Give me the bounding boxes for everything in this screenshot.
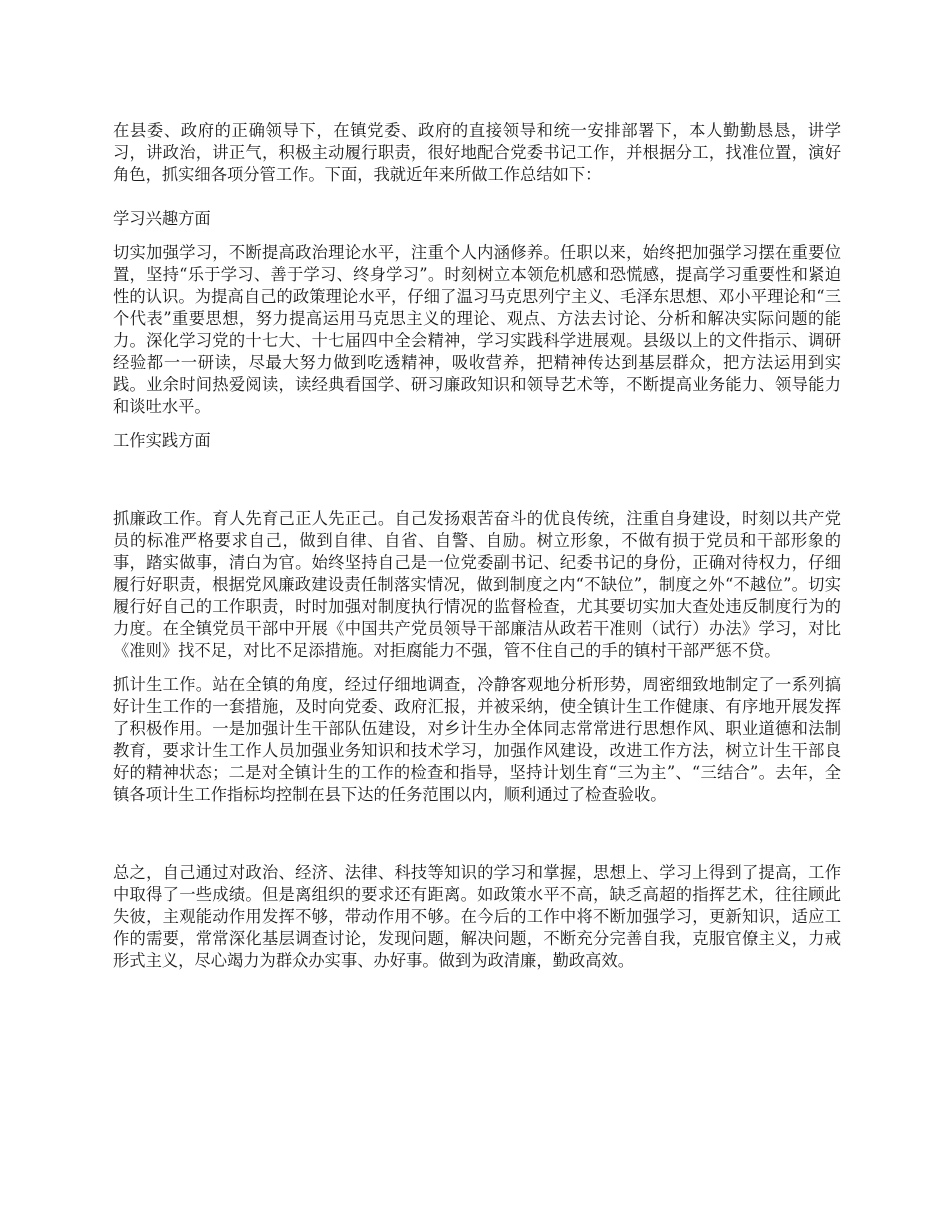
integrity-paragraph: 抓廉政工作。育人先育己正人先正己。自己发扬艰苦奋斗的优良传统，注重自身建设，时刻以共产党员的标准严格要求自己，做到自律、自省、自警、自励。树立形象，不做有损于党员和干部形象的事，踏实做事，清白为官。始终坚持自己是一位党委副书记、纪委书记的身份，正确对待权力，仔细履行好职责，根据党风廉政建设责任制落实情况，做到制度之内“不缺位”，制度之外“不越位”。切实履行好自己的工作职责，时时加强对制度执行情况的监督检查，尤其要切实加大查处违反制度行为的力度。在全镇党员干部中开展《中国共产党员领导干部廉洁从政若干准则（试行）办法》学习，对比《准则》找不足，对比不足添措施。对拒腐能力不强，管不住自己的手的镇村干部严惩不贷。 (113, 509, 841, 660)
heading-study-interest: 学习兴趣方面 (113, 209, 211, 228)
document-page (113, 120, 841, 972)
intro-paragraph: 在县委、政府的正确领导下，在镇党委、政府的直接领导和统一安排部署下，本人勤勤恳恳，讲学习，讲政治，讲正气，积极主动履行职责，很好地配合党委书记工作，并根据分工，找准位置，演好角色，抓实细各项分管工作。下面，我就近年来所做工作总结如下： (113, 121, 841, 184)
family-planning-paragraph: 抓计生工作。站在全镇的角度，经过仔细地调查，冷静客观地分析形势，周密细致地制定了一系列搞好计生工作的一套措施，及时向党委、政府汇报，并被采纳，使全镇计生工作健康、有序地开展发挥了积极作用。一是加强计生干部队伍建设，对乡计生办全体同志常常进行思想作风、职业道德和法制教育，要求计生工作人员加强业务知识和技术学习，加强作风建设，改进工作方法，树立计生干部良好的精神状态；二是对全镇计生的工作的检查和指导，坚持计划生育“三为主”、“三结合”。去年，全镇各项计生工作指标均控制在县下达的任务范围以内，顺利通过了检查验收。 (113, 675, 841, 804)
summary-paragraph: 总之，自己通过对政治、经济、法律、科技等知识的学习和掌握，思想上、学习上得到了提高，工作中取得了一些成绩。但是离组织的要求还有距离。如政策水平不高，缺乏高超的指挥艺术，往往顾此失彼，主观能动作用发挥不够，带动作用不够。在今后的工作中将不断加强学习，更新知识，适应工作的需要，常常深化基层调查讨论，发现问题，解决问题，不断充分完善自我，克服官僚主义，力戒形式主义，尽心竭力为群众办实事、办好事。做到为政清廉，勤政高效。 (113, 863, 841, 970)
heading-work-practice: 工作实践方面 (113, 431, 211, 450)
study-paragraph: 切实加强学习，不断提高政治理论水平，注重个人内涵修养。任职以来，始终把加强学习摆在重要位置，坚持“乐于学习、善于学习、终身学习”。时刻树立本领危机感和恐慌感，提高学习重要性和紧迫性的认识。为提高自己的政策理论水平，仔细了温习马克思列宁主义、毛泽东思想、邓小平理论和“三个代表”重要思想，努力提高运用马克思主义的理论、观点、方法去讨论、分析和解决实际问题的能力。深化学习党的十七大、十七届四中全会精神，学习实践科学进展观。县级以上的文件指示、调研经验都一一研读，尽最大努力做到吃透精神，吸收营养，把精神传达到基层群众，把方法运用到实践。业余时间热爱阅读，读经典看国学、研习廉政知识和领导艺术等，不断提高业务能力、领导能力和谈吐水平。 (113, 243, 841, 416)
